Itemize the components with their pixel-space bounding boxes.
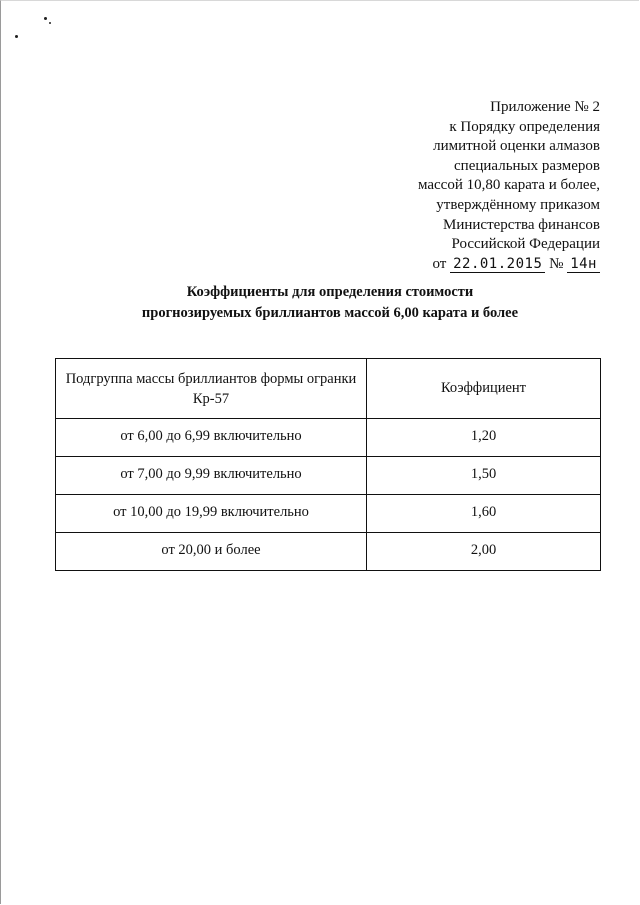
title-line-1: Коэффициенты для определения стоимости bbox=[186, 284, 474, 300]
mass-range-cell: от 6,00 до 6,99 включительно bbox=[56, 419, 367, 457]
order-date: 22.01.2015 bbox=[450, 256, 545, 273]
header-mass-subgroup: Подгруппа массы бриллиантов формы огранки Кр-57 bbox=[56, 359, 367, 419]
appendix-line: утверждённому приказом bbox=[436, 196, 600, 213]
scan-speck bbox=[15, 35, 18, 38]
appendix-line: массой 10,80 карата и более, bbox=[417, 177, 600, 194]
appendix-line: специальных размеров bbox=[454, 157, 600, 174]
date-prefix: от bbox=[432, 255, 447, 272]
coefficient-cell: 1,50 bbox=[367, 457, 601, 495]
table-row bbox=[56, 495, 601, 533]
scan-speck bbox=[44, 17, 47, 20]
coefficients-table bbox=[55, 358, 601, 571]
table-row bbox=[56, 457, 601, 495]
appendix-line: Приложение № 2 bbox=[490, 99, 600, 115]
mass-range-cell: от 7,00 до 9,99 включительно bbox=[56, 457, 367, 495]
mass-range-cell: от 10,00 до 19,99 включительно bbox=[56, 495, 367, 533]
document-title bbox=[60, 282, 600, 324]
appendix-line: лимитной оценки алмазов bbox=[433, 138, 600, 155]
table-row bbox=[56, 419, 601, 457]
title-line-2: прогнозируемых бриллиантов массой 6,00 карата и более bbox=[141, 305, 519, 321]
coefficient-cell: 1,60 bbox=[367, 495, 601, 533]
appendix-line: Министерства финансов bbox=[443, 216, 600, 233]
appendix-line: Российской Федерации bbox=[451, 236, 600, 253]
appendix-line: к Порядку определения bbox=[449, 118, 600, 135]
coefficient-cell: 1,20 bbox=[367, 419, 601, 457]
table-row bbox=[56, 533, 601, 571]
scan-speck bbox=[49, 22, 51, 24]
table-header-row bbox=[56, 359, 601, 419]
header-coefficient: Коэффициент bbox=[367, 359, 601, 419]
coefficient-cell: 2,00 bbox=[367, 533, 601, 571]
number-prefix: № bbox=[549, 255, 564, 272]
appendix-block bbox=[360, 98, 600, 274]
order-number: 14н bbox=[567, 256, 600, 273]
mass-range-cell: от 20,00 и более bbox=[56, 533, 367, 571]
order-reference bbox=[360, 255, 600, 275]
